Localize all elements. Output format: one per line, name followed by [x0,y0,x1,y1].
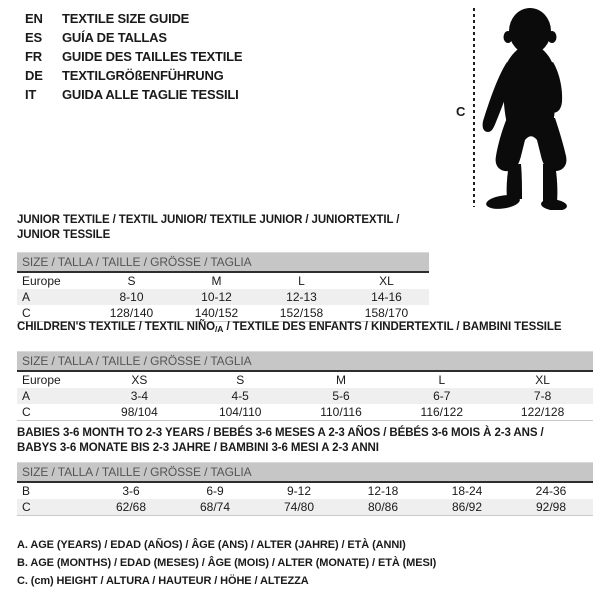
size-cell: 98/104 [89,404,190,421]
row-label: A [22,290,31,304]
language-guide-title: GUIDE DES TAILLES TEXTILE [62,49,243,64]
row-label: B [22,484,31,498]
baby-silhouette [480,6,598,210]
size-cell: 104/110 [190,404,291,421]
size-cell: 7-8 [533,389,552,403]
row-label: Europe [22,373,61,387]
table-header-row [17,463,593,483]
table-row [17,371,593,388]
size-cell: S [127,274,136,288]
table-header-cell: SIZE / TALLA / TAILLE / GRÖSSE / TAGLIA [17,253,429,273]
size-cell: 86/92 [425,499,509,516]
size-cell: 12-13 [286,290,317,304]
size-grid [17,462,593,516]
size-cell: 62/68 [89,499,173,516]
table-title-line [17,441,593,456]
table-title-text: BABIES 3-6 MONTH TO 2-3 YEARS / BEBÉS 3-6 MESES A 2-3 AÑOS / BÉBÉS 3-6 MOIS À 2-3 ANS / [17,427,544,439]
table-title-text: JUNIOR TEXTILE / TEXTIL JUNIOR/ TEXTILE JUNIOR / JUNIORTEXTIL / JUNIOR TESSILE [17,214,400,241]
footnote: B. AGE (MONTHS) / EDAD (MESES) / ÂGE (MOIS) / ALTER (MONATE) / ETÀ (MESI) [17,557,437,569]
table-row [17,272,429,289]
table-title-line [17,213,429,243]
language-code: IT [25,87,37,102]
size-cell: 18-24 [451,484,483,498]
size-cell: 8-10 [119,290,144,304]
size-cell: S [236,373,245,387]
language-guide-title: GUÍA DE TALLAS [62,30,167,45]
size-cell: XL [535,373,550,387]
table-title [17,213,429,243]
size-cell: 3-6 [122,484,140,498]
size-grid [17,351,593,421]
size-cell: M [211,274,222,288]
table-row [17,388,593,404]
language-row [25,9,242,28]
baby-silhouette-shape [483,8,568,210]
size-table-1 [17,213,429,322]
size-cell: 5-6 [332,389,350,403]
table-title [17,426,593,456]
table-title-subscript: /A [215,324,224,334]
footnote: C. (cm) HEIGHT / ALTURA / HAUTEUR / HÖHE / ALTEZZA [17,575,309,587]
language-code: DE [25,68,43,83]
size-cell: 10-12 [201,290,232,304]
language-guide-title: TEXTILGRÖßENFÜHRUNG [62,68,224,83]
size-cell: 68/74 [173,499,257,516]
size-cell: 122/128 [492,404,593,421]
language-row [25,85,242,104]
table-header-row [17,253,429,273]
size-cell: 110/116 [291,404,392,421]
language-code: EN [25,11,43,26]
footnote: A. AGE (YEARS) / EDAD (AÑOS) / ÂGE (ANS) / ALTER (JAHRE) / ETÀ (ANNI) [17,539,406,551]
language-guide-title: TEXTILE SIZE GUIDE [62,11,190,26]
size-cell: 9-12 [286,484,312,498]
table-title-text: CHILDREN'S TEXTILE / TEXTIL NIÑO [17,321,216,333]
language-title-list [25,9,242,104]
language-code: FR [25,49,42,64]
size-cell: XL [379,274,394,288]
size-cell: 4-5 [231,389,249,403]
size-cell: 128/140 [89,305,174,322]
size-cell: 80/86 [341,499,425,516]
size-cell: 152/158 [259,305,344,322]
row-label: C [17,499,89,516]
size-cell: 12-18 [367,484,399,498]
table-title-line [17,320,593,337]
table-row [17,289,429,305]
table-row [17,404,593,421]
size-table-3 [17,426,593,516]
size-cell: 74/80 [257,499,341,516]
size-cell: 92/98 [509,499,593,516]
height-measure-label: C [456,104,466,119]
size-cell: 24-36 [535,484,567,498]
row-label: C [17,305,89,322]
size-cell: 6-7 [433,389,451,403]
table-title-text: BABYS 3-6 MONATE BIS 2-3 JAHRE / BAMBINI 3-6 MESI A 2-3 ANNI [17,442,379,454]
size-cell: XS [131,373,148,387]
language-guide-title: GUIDA ALLE TAGLIE TESSILI [62,87,239,102]
size-cell: 158/170 [344,305,429,322]
size-cell: L [438,373,446,387]
table-row [17,482,593,499]
size-cell: L [298,274,305,288]
language-row [25,28,242,47]
language-row [25,66,242,85]
table-header-row [17,352,593,372]
table-row [17,499,593,516]
table-title [17,320,593,337]
language-code: ES [25,30,42,45]
size-cell: 116/122 [391,404,492,421]
size-cell: 14-16 [371,290,402,304]
size-grid [17,252,429,322]
table-header-cell: SIZE / TALLA / TAILLE / GRÖSSE / TAGLIA [17,352,593,372]
row-label: A [22,389,31,403]
size-cell: M [335,373,346,387]
table-title-text: / TEXTILE DES ENFANTS / KINDERTEXTIL / BAMBINI TESSILE [223,321,562,333]
size-cell: 6-9 [206,484,224,498]
size-cell: 3-4 [130,389,149,403]
size-table-2 [17,320,593,421]
table-header-cell: SIZE / TALLA / TAILLE / GRÖSSE / TAGLIA [17,463,593,483]
row-label: C [17,404,89,421]
row-label: Europe [22,274,61,288]
footnotes [17,536,436,590]
height-dashed-line [473,8,475,207]
table-title-line [17,426,593,441]
size-cell: 140/152 [174,305,259,322]
language-row [25,47,242,66]
